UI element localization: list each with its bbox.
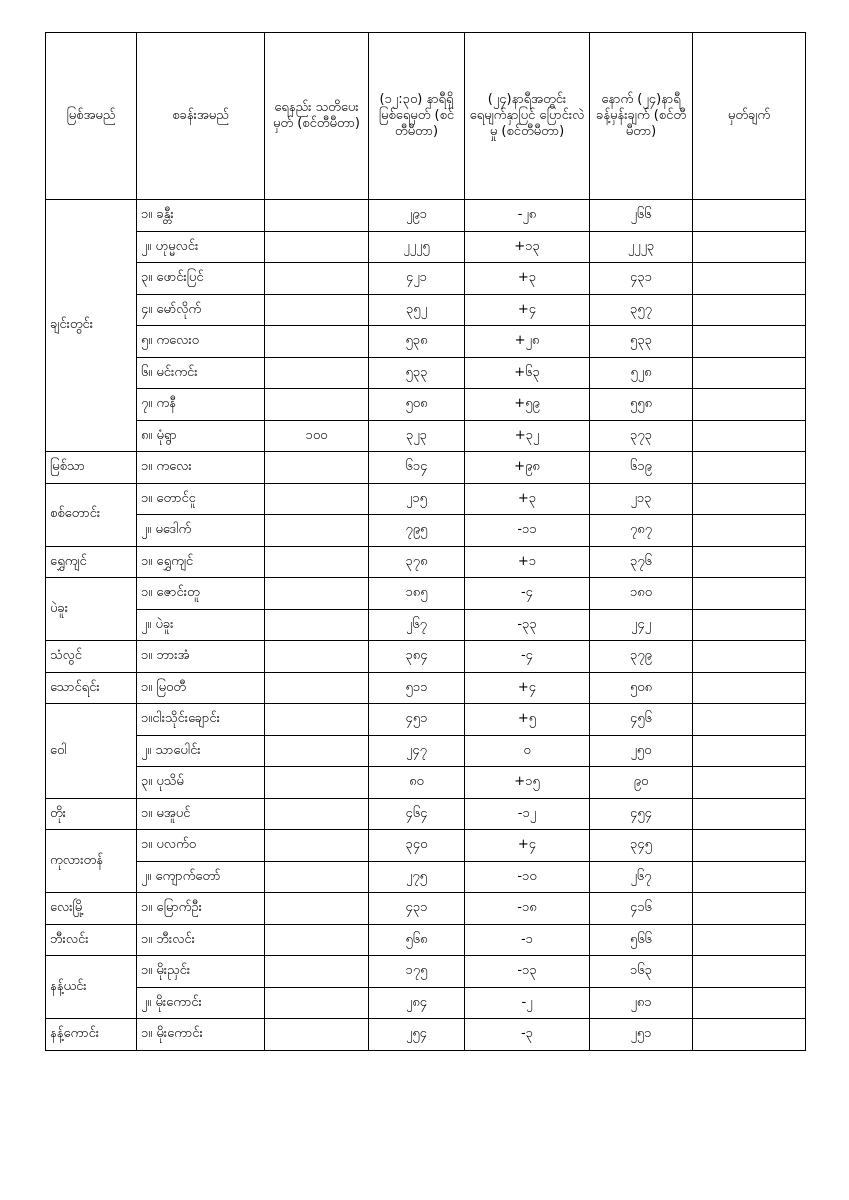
forecast-cell: ၅၀၈ — [590, 672, 693, 704]
table-row — [46, 767, 806, 799]
warning-cell — [265, 641, 369, 673]
water-level-cell: ၅၁၁ — [369, 672, 465, 704]
header-low-water-warning: ရေနည်း သတိပေးမှတ် (စင်တီမီတာ) — [265, 33, 369, 200]
station-cell: ၂။ ကျောက်တော် — [137, 861, 265, 893]
station-cell: ၁။ မြောက်ဦး — [137, 893, 265, 925]
forecast-cell: ၁၆၃ — [590, 956, 693, 988]
station-cell: ၁။ တောင်ငူ — [137, 483, 265, 515]
forecast-cell: ၇၈၇ — [590, 515, 693, 547]
change-cell: -၁ — [465, 924, 590, 956]
remark-cell — [693, 987, 806, 1019]
station-cell: ၈။ မုံရွာ — [137, 420, 265, 452]
station-cell: ၇။ ကနီ — [137, 389, 265, 421]
table-row — [46, 672, 806, 704]
change-cell: +၄ — [465, 830, 590, 862]
remark-cell — [693, 861, 806, 893]
remark-cell — [693, 263, 806, 295]
table-row — [46, 326, 806, 358]
warning-cell — [265, 515, 369, 547]
water-level-cell: ၃၅၂ — [369, 294, 465, 326]
warning-cell — [265, 704, 369, 736]
river-name-cell: ဘီးလင်း — [46, 924, 137, 956]
river-name-cell: မြစ်သာ — [46, 452, 137, 484]
change-cell: +၆၃ — [465, 357, 590, 389]
water-level-cell: ၄၅၁ — [369, 704, 465, 736]
table-row — [46, 1019, 806, 1051]
remark-cell — [693, 767, 806, 799]
station-cell: ၁။ မအူပင် — [137, 798, 265, 830]
table-row — [46, 546, 806, 578]
water-level-cell: ၂၉၁ — [369, 200, 465, 232]
remark-cell — [693, 389, 806, 421]
header-station-name: စခန်းအမည် — [137, 33, 265, 200]
water-level-cell: ၃၇၈ — [369, 546, 465, 578]
table-row — [46, 956, 806, 988]
change-cell: +၁ — [465, 546, 590, 578]
forecast-cell: ၂၆၆ — [590, 200, 693, 232]
water-level-cell: ၃၄၀ — [369, 830, 465, 862]
table-row — [46, 389, 806, 421]
forecast-cell: ၂၁၃ — [590, 483, 693, 515]
table-row — [46, 578, 806, 610]
table-row — [46, 263, 806, 295]
remark-cell — [693, 641, 806, 673]
water-level-cell: ၃၂၃ — [369, 420, 465, 452]
forecast-cell: ၂၅၁ — [590, 1019, 693, 1051]
water-level-cell: ၅၃၈ — [369, 326, 465, 358]
forecast-cell: ၂၄၂ — [590, 609, 693, 641]
river-name-cell: လေးမြို့ — [46, 893, 137, 925]
warning-cell — [265, 483, 369, 515]
table-row — [46, 704, 806, 736]
warning-cell — [265, 546, 369, 578]
water-level-cell: ၂၅၄ — [369, 1019, 465, 1051]
table-row — [46, 231, 806, 263]
station-cell: ၁။ ဘားအံ — [137, 641, 265, 673]
water-level-cell: ၈၀ — [369, 767, 465, 799]
forecast-cell: ၂၂၂၃ — [590, 231, 693, 263]
forecast-cell: ၅၆၆ — [590, 924, 693, 956]
change-cell: +၃၂ — [465, 420, 590, 452]
forecast-cell: ၄၃၁ — [590, 263, 693, 295]
table-row — [46, 200, 806, 232]
change-cell: +၄ — [465, 672, 590, 704]
station-cell: ၁။ မိုးကောင်း — [137, 1019, 265, 1051]
change-cell: -၂၈ — [465, 200, 590, 232]
warning-cell — [265, 294, 369, 326]
table-body — [46, 200, 806, 1051]
warning-cell — [265, 798, 369, 830]
table-row — [46, 893, 806, 925]
change-cell: -၄ — [465, 578, 590, 610]
header-row — [46, 33, 806, 200]
warning-cell — [265, 987, 369, 1019]
remark-cell — [693, 704, 806, 736]
header-water-level: (၁၂:၃၀) နာရီရှိ မြစ်ရေမှတ် (စင်တီမီတာ) — [369, 33, 465, 200]
change-cell: -၁၈ — [465, 893, 590, 925]
forecast-cell: ၅၅၈ — [590, 389, 693, 421]
header-24h-forecast: နောက် (၂၄)နာရီ ခန့်မှန်းချက် (စင်တီမီတာ) — [590, 33, 693, 200]
station-cell: ၁။ ခန္တီး — [137, 200, 265, 232]
warning-cell — [265, 1019, 369, 1051]
water-level-cell: ၁၇၅ — [369, 956, 465, 988]
warning-cell — [265, 830, 369, 862]
table-row — [46, 357, 806, 389]
remark-cell — [693, 735, 806, 767]
water-level-cell: ၆၁၄ — [369, 452, 465, 484]
remark-cell — [693, 798, 806, 830]
remark-cell — [693, 924, 806, 956]
remark-cell — [693, 452, 806, 484]
station-cell: ၁။ မြဝတီ — [137, 672, 265, 704]
change-cell: -၁၃ — [465, 956, 590, 988]
change-cell: +၃ — [465, 263, 590, 295]
water-level-cell: ၂၆၇ — [369, 609, 465, 641]
change-cell: +၅၉ — [465, 389, 590, 421]
remark-cell — [693, 956, 806, 988]
station-cell: ၁။ ဇောင်းတူ — [137, 578, 265, 610]
table-row — [46, 294, 806, 326]
warning-cell — [265, 956, 369, 988]
water-level-cell: ၂၇၅ — [369, 861, 465, 893]
change-cell: ၀ — [465, 735, 590, 767]
warning-cell — [265, 893, 369, 925]
table-row — [46, 735, 806, 767]
forecast-cell: ၃၅၇ — [590, 294, 693, 326]
forecast-cell: ၆၁၉ — [590, 452, 693, 484]
river-name-cell: တိုး — [46, 798, 137, 830]
river-name-cell: ချင်းတွင်း — [46, 200, 137, 452]
change-cell: -၁၂ — [465, 798, 590, 830]
table-row — [46, 861, 806, 893]
remark-cell — [693, 326, 806, 358]
table-row — [46, 798, 806, 830]
forecast-cell: ၅၃၃ — [590, 326, 693, 358]
change-cell: +၃ — [465, 483, 590, 515]
remark-cell — [693, 483, 806, 515]
forecast-cell: ၃၇၆ — [590, 546, 693, 578]
water-level-cell: ၃၈၄ — [369, 641, 465, 673]
remark-cell — [693, 672, 806, 704]
warning-cell — [265, 767, 369, 799]
warning-cell — [265, 578, 369, 610]
change-cell: -၃၃ — [465, 609, 590, 641]
remark-cell — [693, 357, 806, 389]
station-cell: ၆။ မင်းကင်း — [137, 357, 265, 389]
station-cell: ၁။ ကလေး — [137, 452, 265, 484]
station-cell: ၁။ မိုးညှင်း — [137, 956, 265, 988]
station-cell: ၁။ငါးသိုင်းချောင်း — [137, 704, 265, 736]
forecast-cell: ၄၅၄ — [590, 798, 693, 830]
station-cell: ၂။ ဟုမ္မလင်း — [137, 231, 265, 263]
station-cell: ၅။ ကလေးဝ — [137, 326, 265, 358]
header-river-name: မြစ်အမည် — [46, 33, 137, 200]
water-level-cell: ၂၈၄ — [369, 987, 465, 1019]
river-name-cell: ကုလားတန် — [46, 830, 137, 893]
change-cell: -၁၀ — [465, 861, 590, 893]
table-row — [46, 641, 806, 673]
remark-cell — [693, 578, 806, 610]
station-cell: ၂။ ပဲခူး — [137, 609, 265, 641]
remark-cell — [693, 294, 806, 326]
water-level-cell: ၂၄၇ — [369, 735, 465, 767]
forecast-cell: ၃၇၉ — [590, 641, 693, 673]
river-name-cell: နန့်ယင်း — [46, 956, 137, 1019]
river-name-cell: စစ်တောင်း — [46, 483, 137, 546]
station-cell: ၁။ ဘီးလင်း — [137, 924, 265, 956]
remark-cell — [693, 420, 806, 452]
forecast-cell: ၂၅၀ — [590, 735, 693, 767]
forecast-cell: ၃၇၃ — [590, 420, 693, 452]
forecast-cell: ၂၈၁ — [590, 987, 693, 1019]
water-level-cell: ၂၂၂၅ — [369, 231, 465, 263]
river-name-cell: ပဲခူး — [46, 578, 137, 641]
warning-cell — [265, 452, 369, 484]
remark-cell — [693, 200, 806, 232]
river-level-table — [45, 32, 806, 1051]
station-cell: ၃။ ဖောင်းပြင် — [137, 263, 265, 295]
warning-cell — [265, 735, 369, 767]
change-cell: -၂ — [465, 987, 590, 1019]
station-cell: ၂။ မဒေါက် — [137, 515, 265, 547]
forecast-cell: ၃၄၅ — [590, 830, 693, 862]
warning-cell: ၁၀၀ — [265, 420, 369, 452]
change-cell: -၃ — [465, 1019, 590, 1051]
station-cell: ၂။ သာပေါင်း — [137, 735, 265, 767]
warning-cell — [265, 672, 369, 704]
change-cell: +၁၃ — [465, 231, 590, 263]
warning-cell — [265, 357, 369, 389]
remark-cell — [693, 231, 806, 263]
table-row — [46, 483, 806, 515]
change-cell: +၅ — [465, 704, 590, 736]
station-cell: ၁။ ရွှေကျင် — [137, 546, 265, 578]
remark-cell — [693, 546, 806, 578]
water-level-cell: ၁၈၅ — [369, 578, 465, 610]
station-cell: ၁။ ပလက်ဝ — [137, 830, 265, 862]
table-row — [46, 515, 806, 547]
table-row — [46, 609, 806, 641]
warning-cell — [265, 389, 369, 421]
river-name-cell: ရွှေကျင် — [46, 546, 137, 578]
warning-cell — [265, 263, 369, 295]
water-level-cell: ၇၉၅ — [369, 515, 465, 547]
warning-cell — [265, 924, 369, 956]
header-24h-change: (၂၄)နာရီအတွင်း ရေမျက်နှာပြင် ပြောင်းလဲမှု (စင်တီမီတာ) — [465, 33, 590, 200]
table-row — [46, 420, 806, 452]
change-cell: +၁၅ — [465, 767, 590, 799]
station-cell: ၄။ မော်လိုက် — [137, 294, 265, 326]
forecast-cell: ၉၀ — [590, 767, 693, 799]
water-level-cell: ၄၃၁ — [369, 893, 465, 925]
water-level-cell: ၂၁၅ — [369, 483, 465, 515]
river-name-cell: သောင်ရင်း — [46, 672, 137, 704]
warning-cell — [265, 200, 369, 232]
change-cell: +၉၈ — [465, 452, 590, 484]
river-name-cell: သံလွင် — [46, 641, 137, 673]
warning-cell — [265, 326, 369, 358]
table-row — [46, 987, 806, 1019]
change-cell: +၂၈ — [465, 326, 590, 358]
remark-cell — [693, 830, 806, 862]
warning-cell — [265, 861, 369, 893]
station-cell: ၃။ ပုသိမ် — [137, 767, 265, 799]
forecast-cell: ၄၅၆ — [590, 704, 693, 736]
water-level-cell: ၅၆၈ — [369, 924, 465, 956]
forecast-cell: ၂၆၇ — [590, 861, 693, 893]
remark-cell — [693, 1019, 806, 1051]
remark-cell — [693, 609, 806, 641]
change-cell: +၄ — [465, 294, 590, 326]
warning-cell — [265, 231, 369, 263]
remark-cell — [693, 515, 806, 547]
water-level-cell: ၅၃၃ — [369, 357, 465, 389]
table-row — [46, 924, 806, 956]
header-remarks: မှတ်ချက် — [693, 33, 806, 200]
remark-cell — [693, 893, 806, 925]
river-name-cell: နန့်ကောင်း — [46, 1019, 137, 1051]
river-name-cell: ဝေါ — [46, 704, 137, 799]
table-row — [46, 452, 806, 484]
station-cell: ၂။ မိုးကောင်း — [137, 987, 265, 1019]
warning-cell — [265, 609, 369, 641]
table-row — [46, 830, 806, 862]
forecast-cell: ၄၁၆ — [590, 893, 693, 925]
water-level-cell: ၅၀၈ — [369, 389, 465, 421]
change-cell: -၄ — [465, 641, 590, 673]
forecast-cell: ၅၂၈ — [590, 357, 693, 389]
forecast-cell: ၁၈၀ — [590, 578, 693, 610]
water-level-cell: ၄၆၄ — [369, 798, 465, 830]
change-cell: -၁၁ — [465, 515, 590, 547]
water-level-cell: ၄၂၁ — [369, 263, 465, 295]
